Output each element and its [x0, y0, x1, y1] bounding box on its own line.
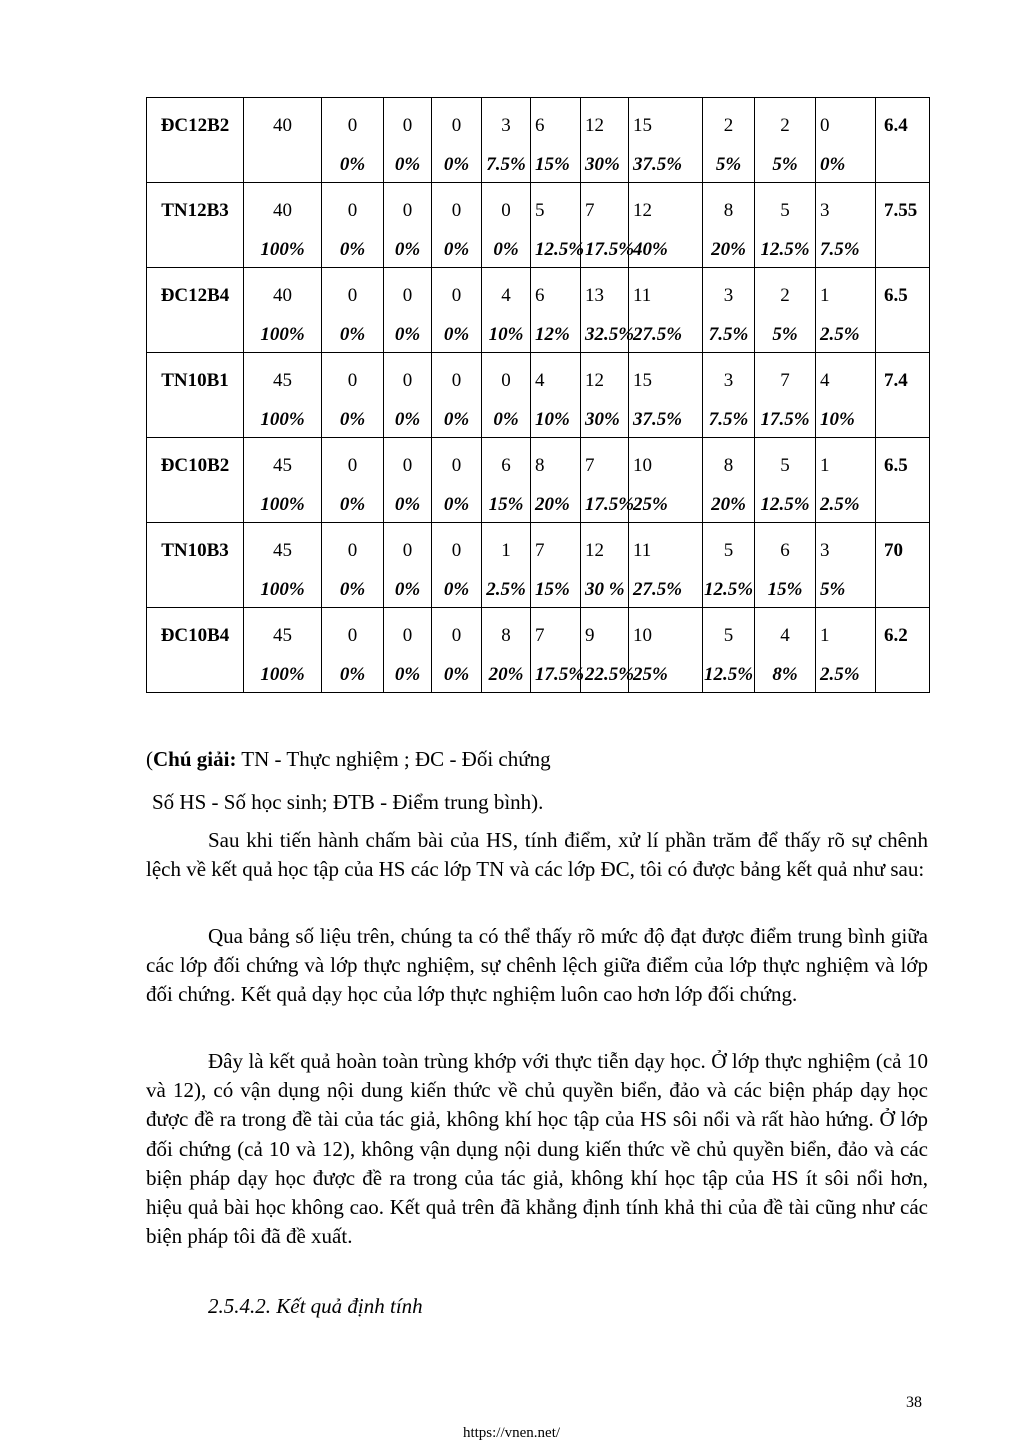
- total-students-cell: [244, 608, 322, 693]
- score-cell: [816, 183, 876, 268]
- class-name-cell: [147, 268, 244, 353]
- score-cell: [581, 183, 635, 268]
- score-cell: [816, 438, 876, 523]
- average-score-cell: [876, 268, 930, 353]
- class-name-cell-value: TN10B1: [161, 370, 229, 391]
- score-cell: [322, 183, 384, 268]
- score-cell-percent: 0%: [493, 409, 519, 430]
- score-cell: [581, 268, 635, 353]
- score-cell-value: 4: [780, 625, 790, 646]
- score-cell-percent: 10%: [488, 324, 524, 345]
- score-cell: [816, 98, 876, 183]
- score-cell-value: 1: [820, 285, 830, 306]
- score-cell-value: 5: [780, 455, 790, 476]
- score-cell-percent: 0%: [339, 494, 366, 515]
- score-cell-value: 2: [780, 115, 790, 136]
- score-cell: [816, 608, 876, 693]
- score-cell-percent: 12.5%: [703, 579, 754, 600]
- score-cell-percent: 0%: [339, 154, 366, 175]
- footer-url: https://vnen.net/: [462, 1425, 561, 1441]
- total-students-cell-value: 45: [273, 625, 292, 646]
- score-cell-value: 0: [347, 115, 358, 136]
- average-score-cell-value: 7.4: [884, 370, 908, 391]
- score-cell-value: 12: [633, 200, 652, 221]
- class-name-cell: [147, 608, 244, 693]
- class-name-cell: [147, 183, 244, 268]
- score-cell-percent: 17.5%: [585, 239, 635, 260]
- score-cell: [816, 353, 876, 438]
- score-cell-value: 6: [501, 455, 511, 476]
- score-cell: [581, 353, 629, 438]
- table-row: [147, 98, 930, 183]
- score-cell-percent: 0%: [394, 324, 421, 345]
- average-score-cell-value: 7.55: [884, 200, 918, 221]
- score-cell: [531, 268, 581, 353]
- score-cell-percent: 22.5%: [585, 664, 635, 685]
- score-cell-value: 6: [535, 285, 545, 306]
- score-cell-percent: 5%: [715, 154, 742, 175]
- score-cell-value: 5: [535, 200, 545, 221]
- class-name-cell: [147, 438, 244, 523]
- score-cell-percent: 25%: [633, 664, 668, 685]
- score-cell: [629, 183, 703, 268]
- score-cell-value: 4: [535, 370, 545, 391]
- paragraph-2-text: Qua bảng số liệu trên, chúng ta có thể thấy rõ mức độ đạt được điểm trung bình giữa các lớp đối chứng và lớp thực nghiệm, sự chênh lệch giữa điểm của lớp thực nghiệm và lớp đối chứng. Kết quả dạy học của lớp thực nghiệm luôn cao hơn lớp đối chứng.: [146, 924, 928, 1007]
- class-name-cell-value: ĐC10B4: [160, 625, 230, 646]
- legend-line-2: Số HS - Số học sinh; ĐTB - Điểm trung bình).: [152, 790, 544, 814]
- score-cell-percent: 8%: [772, 664, 798, 685]
- total-students-cell: [244, 523, 322, 608]
- score-cell-value: 12: [585, 540, 604, 561]
- section-heading: 2.5.4.2. Kết quả định tính: [208, 1294, 423, 1318]
- score-cell-value: 6: [535, 115, 545, 136]
- score-cell-percent: 30 %: [585, 579, 625, 600]
- score-cell-percent: 5%: [820, 579, 846, 600]
- score-cell-percent: 7.5%: [708, 409, 749, 430]
- table-row: [147, 268, 930, 353]
- score-cell-percent: 0%: [443, 579, 470, 600]
- score-cell: [384, 98, 432, 183]
- score-cell: [482, 183, 531, 268]
- score-cell: [531, 353, 581, 438]
- score-cell: [322, 268, 384, 353]
- score-cell: [755, 98, 816, 183]
- score-cell-value: 0: [402, 370, 413, 391]
- score-cell: [629, 353, 703, 438]
- score-cell: [482, 353, 531, 438]
- score-cell-value: 0: [402, 200, 413, 221]
- class-name-cell: [147, 523, 244, 608]
- score-cell-percent: 0%: [443, 664, 470, 685]
- score-cell-value: 0: [347, 370, 358, 391]
- score-cell-percent: 27.5%: [633, 579, 683, 600]
- score-cell: [703, 523, 755, 608]
- score-cell-percent: 10%: [535, 409, 570, 430]
- score-cell: [432, 523, 482, 608]
- average-score-cell-value: 6.5: [884, 285, 908, 306]
- total-students-cell-value: 40: [273, 115, 292, 136]
- score-cell: [384, 183, 432, 268]
- score-cell-percent: 0%: [443, 409, 470, 430]
- results-table: [146, 97, 930, 693]
- average-score-cell: [876, 183, 930, 268]
- score-cell-value: 0: [451, 115, 462, 136]
- total-students-cell-value: 45: [273, 540, 292, 561]
- average-score-cell-value: 6.2: [884, 625, 908, 646]
- score-cell-value: 5: [723, 625, 734, 646]
- score-cell-percent: 20%: [488, 664, 524, 685]
- score-cell-percent: 7.5%: [486, 154, 526, 175]
- score-cell-value: 10: [633, 455, 652, 476]
- score-cell: [432, 438, 482, 523]
- score-cell: [432, 608, 482, 693]
- total-students-cell-percent: 100%: [260, 664, 305, 685]
- score-cell: [703, 183, 755, 268]
- score-cell-percent: 37.5%: [633, 409, 683, 430]
- score-cell-value: 3: [501, 115, 511, 136]
- legend-open-paren: (: [146, 747, 153, 771]
- average-score-cell: [876, 523, 930, 608]
- score-cell: [703, 608, 755, 693]
- score-cell-percent: 0%: [394, 154, 421, 175]
- table-row: [147, 438, 930, 523]
- total-students-cell-percent: 100%: [260, 324, 305, 345]
- score-cell-value: 13: [585, 285, 604, 306]
- score-cell: [531, 608, 585, 693]
- score-cell-value: 9: [585, 625, 595, 646]
- score-cell: [432, 268, 482, 353]
- table-row: [147, 608, 930, 693]
- score-cell: [629, 608, 703, 693]
- score-cell: [384, 438, 432, 523]
- score-cell-percent: 12.5%: [535, 239, 585, 260]
- score-cell: [322, 523, 384, 608]
- score-cell-percent: 2.5%: [820, 324, 860, 345]
- score-cell-value: 0: [501, 370, 511, 391]
- score-cell: [703, 98, 755, 183]
- score-cell-percent: 0%: [339, 664, 366, 685]
- score-cell-value: 10: [633, 625, 652, 646]
- score-cell-value: 12: [585, 370, 604, 391]
- class-name-cell-value: ĐC12B2: [160, 115, 230, 136]
- score-cell: [432, 98, 482, 183]
- score-cell: [816, 523, 876, 608]
- score-cell: [482, 438, 531, 523]
- total-students-cell-value: 45: [273, 370, 292, 391]
- class-name-cell: [147, 353, 244, 438]
- score-cell-value: 11: [633, 540, 652, 561]
- score-cell-value: 3: [820, 200, 830, 221]
- score-cell-value: 6: [780, 540, 790, 561]
- score-cell: [755, 268, 816, 353]
- score-cell-percent: 10%: [820, 409, 855, 430]
- score-cell-percent: 0%: [443, 324, 470, 345]
- score-cell: [755, 438, 816, 523]
- total-students-cell-percent: 100%: [260, 579, 305, 600]
- score-cell-percent: 0%: [339, 409, 366, 430]
- score-cell-percent: 15%: [488, 494, 524, 515]
- score-cell-value: 0: [347, 200, 358, 221]
- average-score-cell: [876, 608, 930, 693]
- total-students-cell-percent: 100%: [260, 239, 305, 260]
- score-cell-value: 0: [402, 285, 413, 306]
- score-cell-percent: 30%: [585, 154, 620, 175]
- score-cell-value: 0: [347, 285, 358, 306]
- class-name-cell-value: ĐC10B2: [160, 455, 230, 476]
- score-cell-value: 5: [723, 540, 734, 561]
- score-cell-value: 12: [585, 115, 604, 136]
- score-cell-value: 1: [501, 540, 511, 561]
- total-students-cell-value: 40: [273, 285, 292, 306]
- score-cell-value: 0: [451, 370, 462, 391]
- score-cell-value: 0: [402, 455, 413, 476]
- score-cell-percent: 40%: [633, 239, 668, 260]
- score-cell-percent: 0%: [339, 324, 366, 345]
- score-cell-value: 11: [633, 285, 652, 306]
- score-cell-percent: 15%: [535, 154, 570, 175]
- score-cell-percent: 20%: [711, 239, 746, 260]
- score-cell-value: 3: [820, 540, 830, 561]
- score-cell-value: 5: [780, 200, 790, 221]
- average-score-cell: [876, 353, 930, 438]
- score-cell: [816, 268, 876, 353]
- score-cell-percent: 0%: [493, 239, 519, 260]
- paragraph-3-text: Đây là kết quả hoàn toàn trùng khớp với thực tiễn dạy học. Ở lớp thực nghiệm (cả 10 và 12), có vận dụng nội dung kiến thức về chủ quyền biển, đảo và các biện pháp dạy học được đề ra trong đề tài của tác giả, không khí học tập của HS sôi nổi và rất hào hứng. Ở lớp đối chứng (cả 10 và 12), không vận dụng nội dung kiến thức về chủ quyền biển, đảo và các biện pháp dạy học được đề ra trong của tác giả, không khí học tập của HS ít sôi nổi hơn, hiệu quả bài học không cao. Kết quả trên đã khẳng định tính khả thi của đề tài cũng như các biện pháp tôi đã đề xuất.: [146, 1049, 928, 1249]
- score-cell-value: 0: [451, 455, 462, 476]
- score-cell-value: 1: [820, 625, 830, 646]
- score-cell-percent: 0%: [339, 579, 366, 600]
- score-cell-percent: 17.5%: [585, 494, 635, 515]
- total-students-cell: [244, 268, 322, 353]
- table-row: [147, 353, 930, 438]
- score-cell-percent: 37.5%: [633, 154, 683, 175]
- score-cell-value: 0: [451, 285, 462, 306]
- average-score-cell: [876, 98, 930, 183]
- class-name-cell-value: ĐC12B4: [160, 285, 230, 306]
- score-cell-value: 15: [633, 370, 652, 391]
- score-cell-percent: 0%: [394, 239, 421, 260]
- score-cell-percent: 25%: [633, 494, 668, 515]
- score-cell: [629, 98, 703, 183]
- page-number: 38: [906, 1394, 922, 1411]
- score-cell-value: 0: [347, 455, 358, 476]
- score-cell-value: 8: [723, 200, 734, 221]
- average-score-cell-value: 70: [884, 540, 903, 561]
- score-cell-percent: 15%: [767, 579, 803, 600]
- score-cell-percent: 0%: [820, 154, 846, 175]
- score-cell-percent: 0%: [394, 664, 421, 685]
- score-cell: [581, 608, 635, 693]
- score-cell: [531, 98, 581, 183]
- score-cell-value: 0: [347, 625, 358, 646]
- score-cell-percent: 12.5%: [703, 664, 754, 685]
- score-cell-percent: 0%: [339, 239, 366, 260]
- score-cell-percent: 7.5%: [820, 239, 860, 260]
- class-name-cell-value: TN12B3: [161, 200, 229, 221]
- score-cell: [629, 438, 703, 523]
- score-cell: [755, 183, 816, 268]
- score-cell-percent: 20%: [535, 494, 570, 515]
- total-students-cell-percent: 100%: [260, 409, 305, 430]
- score-cell-percent: 0%: [443, 239, 470, 260]
- score-cell-percent: 17.5%: [535, 664, 585, 685]
- total-students-cell: [244, 98, 322, 183]
- score-cell-percent: 0%: [394, 409, 421, 430]
- score-cell-value: 0: [451, 625, 462, 646]
- score-cell: [755, 353, 816, 438]
- table-row: [147, 183, 930, 268]
- score-cell: [755, 523, 816, 608]
- score-cell-percent: 0%: [443, 154, 470, 175]
- score-cell: [384, 353, 432, 438]
- score-cell-value: 8: [501, 625, 511, 646]
- score-cell-value: 7: [780, 370, 790, 391]
- score-cell: [384, 523, 432, 608]
- score-cell-value: 7: [535, 540, 545, 561]
- score-cell-value: 8: [723, 455, 734, 476]
- score-cell: [531, 183, 585, 268]
- score-cell-percent: 5%: [772, 154, 798, 175]
- score-cell-value: 0: [347, 540, 358, 561]
- score-cell-value: 0: [402, 115, 413, 136]
- score-cell-value: 8: [535, 455, 545, 476]
- paragraph-3: [146, 1047, 928, 1251]
- average-score-cell: [876, 438, 930, 523]
- score-cell-percent: 2.5%: [820, 494, 860, 515]
- legend-line-1-rest: TN - Thực nghiệm ; ĐC - Đối chứng: [236, 747, 551, 771]
- score-cell-percent: 2.5%: [486, 579, 526, 600]
- score-cell: [322, 438, 384, 523]
- score-cell-value: 0: [402, 540, 413, 561]
- score-cell-percent: 32.5%: [585, 324, 635, 345]
- score-cell: [384, 268, 432, 353]
- score-cell: [629, 268, 703, 353]
- score-cell: [482, 523, 531, 608]
- paragraph-1-text: Sau khi tiến hành chấm bài của HS, tính điểm, xử lí phần trăm để thấy rõ sự chênh lệch về kết quả học tập của HS các lớp TN và các lớp ĐC, tôi có được bảng kết quả như sau:: [146, 828, 928, 882]
- score-cell-value: 3: [723, 370, 734, 391]
- score-cell-value: 0: [402, 625, 413, 646]
- score-cell-percent: 15%: [535, 579, 570, 600]
- score-cell-value: 2: [780, 285, 790, 306]
- score-cell: [432, 353, 482, 438]
- score-cell-percent: 20%: [711, 494, 746, 515]
- score-cell: [581, 523, 629, 608]
- score-cell-percent: 2.5%: [820, 664, 860, 685]
- score-cell: [581, 438, 635, 523]
- score-cell-value: 0: [501, 200, 511, 221]
- average-score-cell-value: 6.5: [884, 455, 908, 476]
- total-students-cell: [244, 353, 322, 438]
- score-cell-percent: 12.5%: [760, 239, 810, 260]
- total-students-cell-value: 40: [273, 200, 292, 221]
- score-cell: [432, 183, 482, 268]
- score-cell-value: 4: [501, 285, 511, 306]
- score-cell-value: 0: [820, 115, 830, 136]
- total-students-cell: [244, 183, 322, 268]
- legend-bold-label: Chú giải:: [153, 747, 237, 771]
- score-cell: [703, 268, 755, 353]
- score-cell-value: 0: [451, 540, 462, 561]
- score-cell-percent: 12%: [535, 324, 570, 345]
- score-cell: [703, 438, 755, 523]
- score-cell: [322, 98, 384, 183]
- score-cell-value: 7: [585, 455, 595, 476]
- class-name-cell-value: TN10B3: [161, 540, 229, 561]
- score-cell-value: 4: [820, 370, 830, 391]
- score-cell-percent: 0%: [394, 579, 421, 600]
- table-body: [147, 98, 930, 693]
- score-cell: [531, 438, 581, 523]
- score-cell: [703, 353, 755, 438]
- score-cell-value: 0: [451, 200, 462, 221]
- paragraph-2: [146, 922, 928, 1010]
- total-students-cell-value: 45: [273, 455, 292, 476]
- score-cell: [755, 608, 816, 693]
- score-cell-percent: 5%: [772, 324, 798, 345]
- score-cell-percent: 17.5%: [760, 409, 810, 430]
- total-students-cell-percent: 100%: [260, 494, 305, 515]
- score-cell-percent: 12.5%: [760, 494, 810, 515]
- score-cell: [581, 98, 629, 183]
- total-students-cell: [244, 438, 322, 523]
- score-cell: [629, 523, 703, 608]
- score-cell: [482, 268, 531, 353]
- average-score-cell-value: 6.4: [884, 115, 908, 136]
- score-cell: [482, 608, 531, 693]
- score-cell: [384, 608, 432, 693]
- score-cell-percent: 27.5%: [633, 324, 683, 345]
- score-cell-percent: 7.5%: [708, 324, 749, 345]
- score-cell: [322, 353, 384, 438]
- score-cell-value: 7: [535, 625, 545, 646]
- score-cell-value: 15: [633, 115, 652, 136]
- score-cell-percent: 0%: [394, 494, 421, 515]
- score-cell-percent: 0%: [443, 494, 470, 515]
- score-cell-value: 2: [723, 115, 734, 136]
- class-name-cell: [147, 98, 244, 183]
- legend-line-1: [146, 745, 928, 774]
- paragraph-1: [146, 826, 928, 884]
- score-cell-value: 7: [585, 200, 595, 221]
- score-cell: [531, 523, 581, 608]
- score-cell-value: 3: [723, 285, 734, 306]
- score-cell: [322, 608, 384, 693]
- table-row: [147, 523, 930, 608]
- score-cell: [482, 98, 531, 183]
- score-cell-value: 1: [820, 455, 830, 476]
- score-cell-percent: 30%: [585, 409, 620, 430]
